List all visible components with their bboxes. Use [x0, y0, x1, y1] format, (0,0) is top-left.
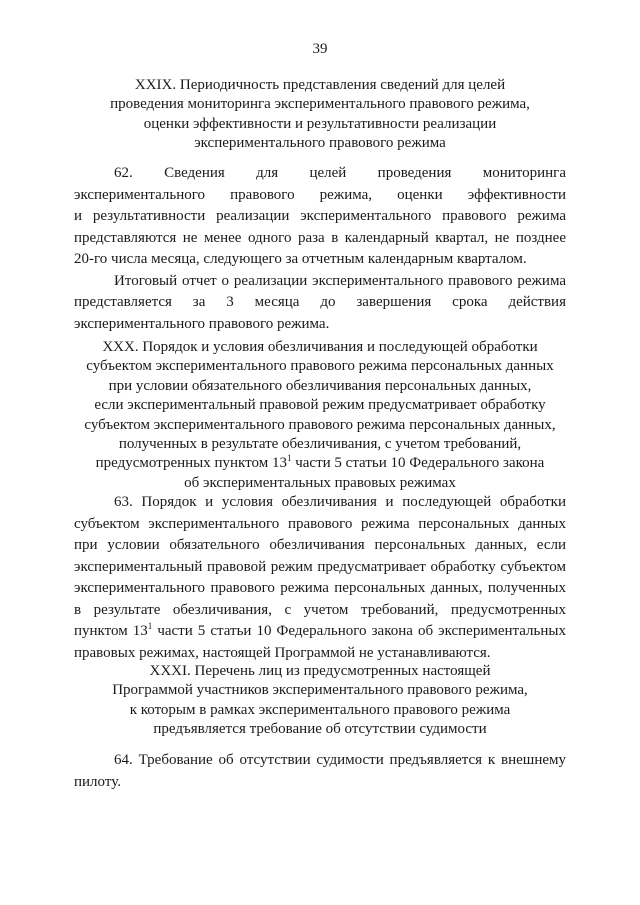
paragraph-line: пилоту. — [74, 773, 121, 790]
paragraph-line: при условии обязательного обезличивания персональных данных, если — [74, 537, 566, 553]
paragraph-line: экспериментального правового режима, оценки эффективности — [74, 186, 566, 203]
paragraph-63 — [74, 492, 566, 664]
paragraph-64 — [74, 750, 566, 793]
section-31-heading-line: предъявляется требование об отсутствии судимости — [153, 721, 487, 738]
section-30-heading-line: XXX. Порядок и условия обезличивания и последующей обработки — [102, 339, 538, 355]
paragraph-line: субъектом экспериментального правового режима персональных данных — [74, 515, 566, 532]
section-31-heading-line: Программой участников экспериментального правового режима, — [112, 682, 528, 699]
section-30-heading-line: субъектом экспериментального правового режима персональных данных, — [84, 416, 556, 433]
section-29-heading-line: XXIX. Периодичность представления сведений для целей — [134, 77, 506, 93]
paragraph-line: представляется за 3 месяца до завершения срока действия — [74, 294, 566, 310]
section-30-heading-line — [74, 454, 566, 473]
paragraph-text: части 5 статьи 10 Федерального закона об экспериментальных — [152, 623, 566, 639]
section-30-heading-line: при условии обязательного обезличивания персональных данных, — [108, 377, 532, 394]
section-30-heading-line: полученных в результате обезличивания, с учетом требований, — [118, 436, 522, 453]
paragraph-text: пунктом 13 — [74, 623, 148, 639]
superscript: 1 — [286, 453, 292, 464]
paragraph-line: 64. Требование об отсутствии судимости предъявляется к внешнему — [114, 752, 566, 768]
paragraph-line: в результате обезличивания, с учетом требований, предусмотренных — [74, 601, 566, 618]
section-31-heading-line: к которым в рамках экспериментального правового режима — [129, 701, 511, 718]
page-number: 39 — [312, 41, 328, 57]
section-30-heading-line: об экспериментальных правовых режимах — [184, 474, 456, 491]
section-29-heading — [74, 76, 566, 154]
paragraph-line — [74, 621, 566, 643]
section-30-heading — [74, 338, 566, 493]
heading-text: предусмотренных пунктом 13 — [95, 455, 287, 472]
paragraph-line: представляются не менее одного раза в календарный квартал, не позднее — [74, 229, 566, 246]
paragraph-line: экспериментального правового режима. — [74, 315, 330, 332]
paragraph-line: экспериментального правового режима персональных данных, полученных — [74, 580, 566, 596]
section-29-heading-line: оценки эффективности и результативности реализации — [143, 115, 497, 132]
paragraph-line: экспериментальный правовой режим предусматривает обработку субъектом — [74, 558, 566, 575]
paragraph-line: 63. Порядок и условия обезличивания и последующей обработки — [114, 494, 566, 510]
section-30-heading-line: субъектом экспериментального правового режима персональных данных — [86, 358, 554, 375]
section-30-heading-line: если экспериментальный правовой режим предусматривает обработку — [94, 397, 546, 414]
section-31-heading-line: XXXI. Перечень лиц из предусмотренных настоящей — [149, 663, 491, 679]
paragraph-line: Итоговый отчет о реализации экспериментального правового режима — [114, 272, 566, 289]
section-29-heading-line: экспериментального правового режима — [194, 135, 446, 152]
section-29-heading-line: проведения мониторинга экспериментального правового режима, — [110, 96, 530, 113]
paragraph-line: 20-го числа месяца, следующего за отчетным календарным кварталом. — [74, 251, 527, 267]
paragraph-62 — [74, 163, 566, 335]
paragraph-line: правовых режимах, настоящей Программой не устанавливаются. — [74, 644, 491, 661]
paragraph-line: 62. Сведения для целей проведения мониторинга — [114, 165, 566, 181]
heading-text: части 5 статьи 10 Федерального закона — [291, 455, 545, 472]
superscript: 1 — [147, 621, 153, 631]
paragraph-line: и результативности реализации экспериментального правового режима — [74, 208, 566, 224]
section-31-heading — [74, 662, 566, 740]
